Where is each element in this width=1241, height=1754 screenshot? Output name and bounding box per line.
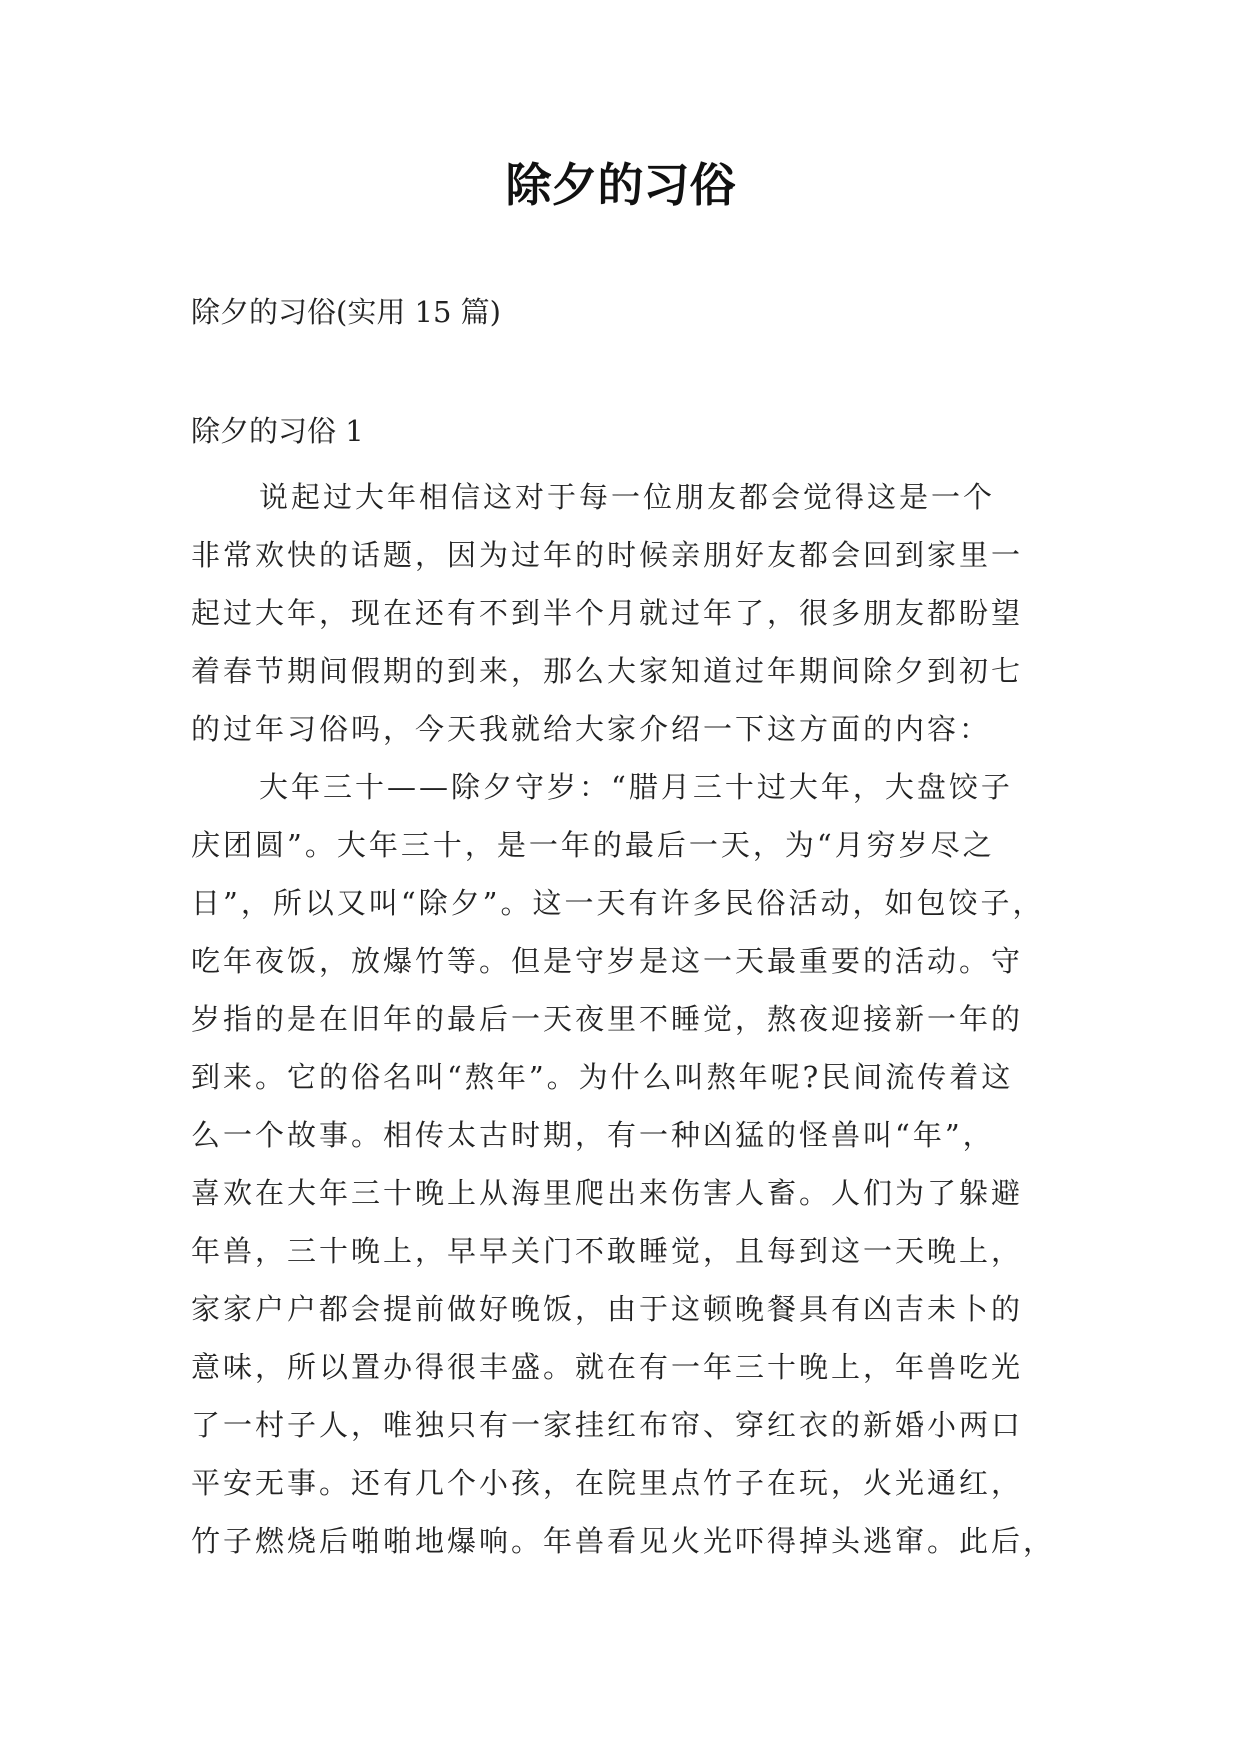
text-line: 竹子燃烧后啪啪地爆响。年兽看见火光吓得掉头逃窜。此后， bbox=[191, 1524, 1056, 1558]
text-line: 年兽，三十晚上，早早关门不敢睡觉，且每到这一天晚上， bbox=[191, 1234, 1024, 1268]
text-line: 家家户户都会提前做好晚饭，由于这顿晚餐具有凶吉未卜的 bbox=[191, 1292, 1024, 1326]
text-line: 意味，所以置办得很丰盛。就在有一年三十晚上，年兽吃光 bbox=[191, 1350, 1024, 1384]
text-line: 了一村子人，唯独只有一家挂红布帘、穿红衣的新婚小两口 bbox=[191, 1408, 1024, 1442]
text-line: 日”，所以又叫“除夕”。这一天有许多民俗活动，如包饺子， bbox=[191, 886, 1045, 920]
document-title: 除夕的习俗 bbox=[505, 158, 736, 212]
text-line: 平安无事。还有几个小孩，在院里点竹子在玩，火光通红， bbox=[191, 1466, 1024, 1500]
text-line: 庆团圆”。大年三十，是一年的最后一天，为“月穷岁尽之 bbox=[191, 828, 995, 862]
text-line: 大年三十——除夕守岁：“腊月三十过大年，大盘饺子 bbox=[259, 770, 1013, 804]
text-line: 的过年习俗吗，今天我就给大家介绍一下这方面的内容： bbox=[191, 712, 992, 746]
text-line: 岁指的是在旧年的最后一天夜里不睡觉，熬夜迎接新一年的 bbox=[191, 1002, 1024, 1036]
text-line: 么一个故事。相传太古时期，有一种凶猛的怪兽叫“年”， bbox=[191, 1118, 995, 1152]
section-heading: 除夕的习俗 1 bbox=[191, 414, 364, 448]
document-subtitle: 除夕的习俗(实用 15 篇) bbox=[191, 295, 501, 329]
text-line: 喜欢在大年三十晚上从海里爬出来伤害人畜。人们为了躲避 bbox=[191, 1176, 1024, 1210]
body-text bbox=[191, 468, 1056, 1570]
text-line: 说起过大年相信这对于每一位朋友都会觉得这是一个 bbox=[259, 480, 996, 514]
text-line: 吃年夜饭，放爆竹等。但是守岁是这一天最重要的活动。守 bbox=[191, 944, 1024, 978]
text-line: 起过大年，现在还有不到半个月就过年了，很多朋友都盼望 bbox=[191, 596, 1024, 630]
text-line: 到来。它的俗名叫“熬年”。为什么叫熬年呢?民间流传着这 bbox=[191, 1060, 1014, 1094]
text-line: 非常欢快的话题，因为过年的时候亲朋好友都会回到家里一 bbox=[191, 538, 1024, 572]
text-line: 着春节期间假期的到来，那么大家知道过年期间除夕到初七 bbox=[191, 654, 1024, 688]
